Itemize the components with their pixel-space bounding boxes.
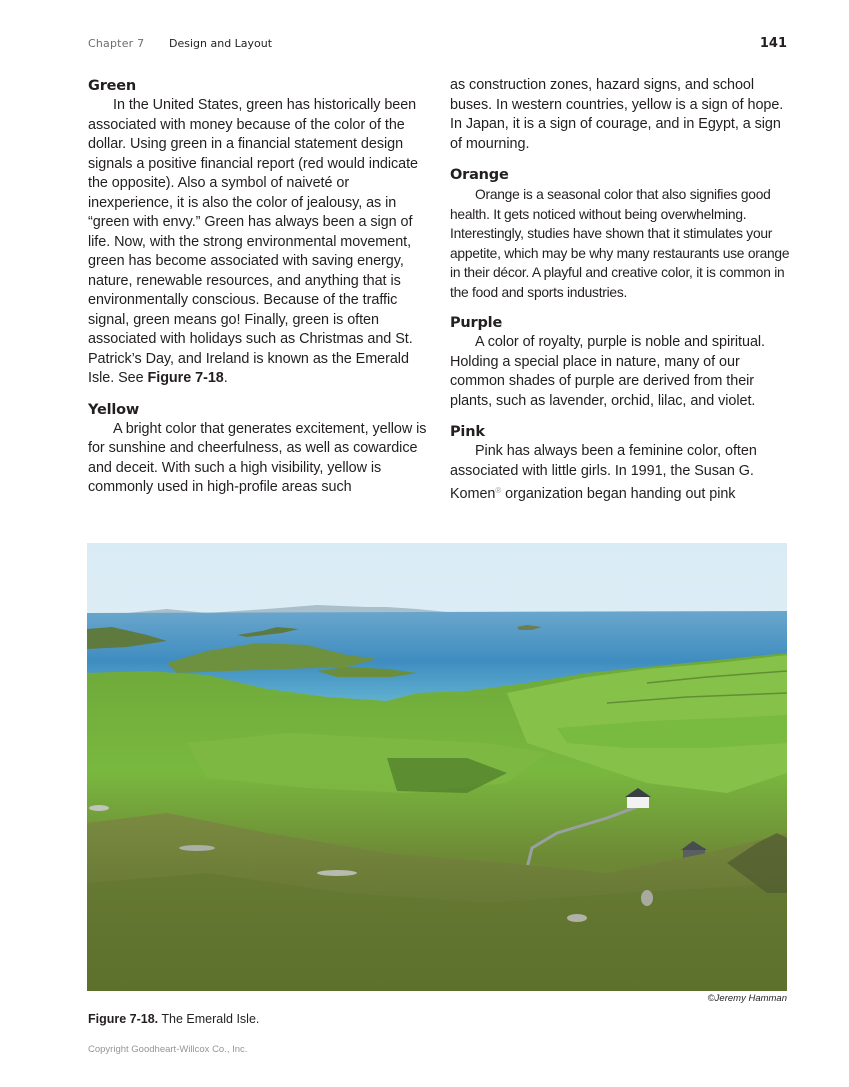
paragraph-pink: Pink has always been a feminine color, often associated with little girls. In 1991, the Susan G. Komen® organization began handing out pink xyxy=(450,443,757,502)
heading-yellow: Yellow xyxy=(88,401,140,418)
landscape-photo xyxy=(87,543,787,991)
figure-caption xyxy=(88,1012,259,1026)
photo-credit: ©Jeremy Hamman xyxy=(707,993,787,1004)
figure-reference-link[interactable]: Figure 7-18 xyxy=(147,370,224,386)
heading-orange: Orange xyxy=(450,167,509,183)
figure-caption-text: The Emerald Isle. xyxy=(161,1012,260,1026)
figure-photo-emerald-isle xyxy=(87,543,787,991)
copyright-footer: Copyright Goodheart-Willcox Co., Inc. xyxy=(88,1044,248,1055)
running-head xyxy=(88,36,787,54)
heading-green: Green xyxy=(88,78,137,94)
registered-mark: ® xyxy=(495,486,502,495)
paragraph-green: In the United States, green has historically been associated with money because of the color of the dollar. Using green in a financial statement design signals a positive financial report (red would indicate the opposite). Also a symbol of naiveté or inexperience, it is also the color of jealousy, as in “green with envy.” Green has always been a sign of life. Now, with the strong environmental movement, green has become associated with saving energy, nature, renewable resources, and anything that is environmentally conscious. Because of the traffic signal, green means go! Finally, green is often associated with holidays such as Christmas and St. Patrick’s Day, and Ireland is known as the Emerald Isle. See Figure 7-18. xyxy=(88,97,419,386)
paragraph-yellow-part1: A bright color that generates excitement, yellow is for sunshine and cheerfulness, as well as cowardice and deceit. With such a high visibility, yellow is commonly used in high-profile areas such xyxy=(88,420,427,495)
heading-pink: Pink xyxy=(450,424,485,440)
chapter-title: Design and Layout xyxy=(169,37,273,50)
chapter-label: Chapter 7 xyxy=(88,37,145,50)
heading-purple: Purple xyxy=(450,315,503,331)
paragraph-purple: A color of royalty, purple is noble and spiritual. Holding a special place in nature, many of our common shades of purple are derived from their plants, such as lavender, orchid, lilac, and violet. xyxy=(450,334,765,409)
figure-caption-label: Figure 7-18. xyxy=(88,1012,159,1026)
page-number: 141 xyxy=(759,36,787,51)
left-column xyxy=(88,76,428,498)
paragraph-yellow-part2: as construction zones, hazard signs, and school buses. In western countries, yellow is a sign of hope. In Japan, it is a sign of courage, and in Egypt, a sign of mourning. xyxy=(450,77,784,152)
paragraph-orange: Orange is a seasonal color that also signifies good health. It gets noticed without being overwhelming. Interestingly, studies have shown that it stimulates your appetite, which may be why many restaurants use orange in their décor. A playful and creative color, it is common in the food and sports industries. xyxy=(450,187,790,300)
right-column xyxy=(450,76,790,505)
